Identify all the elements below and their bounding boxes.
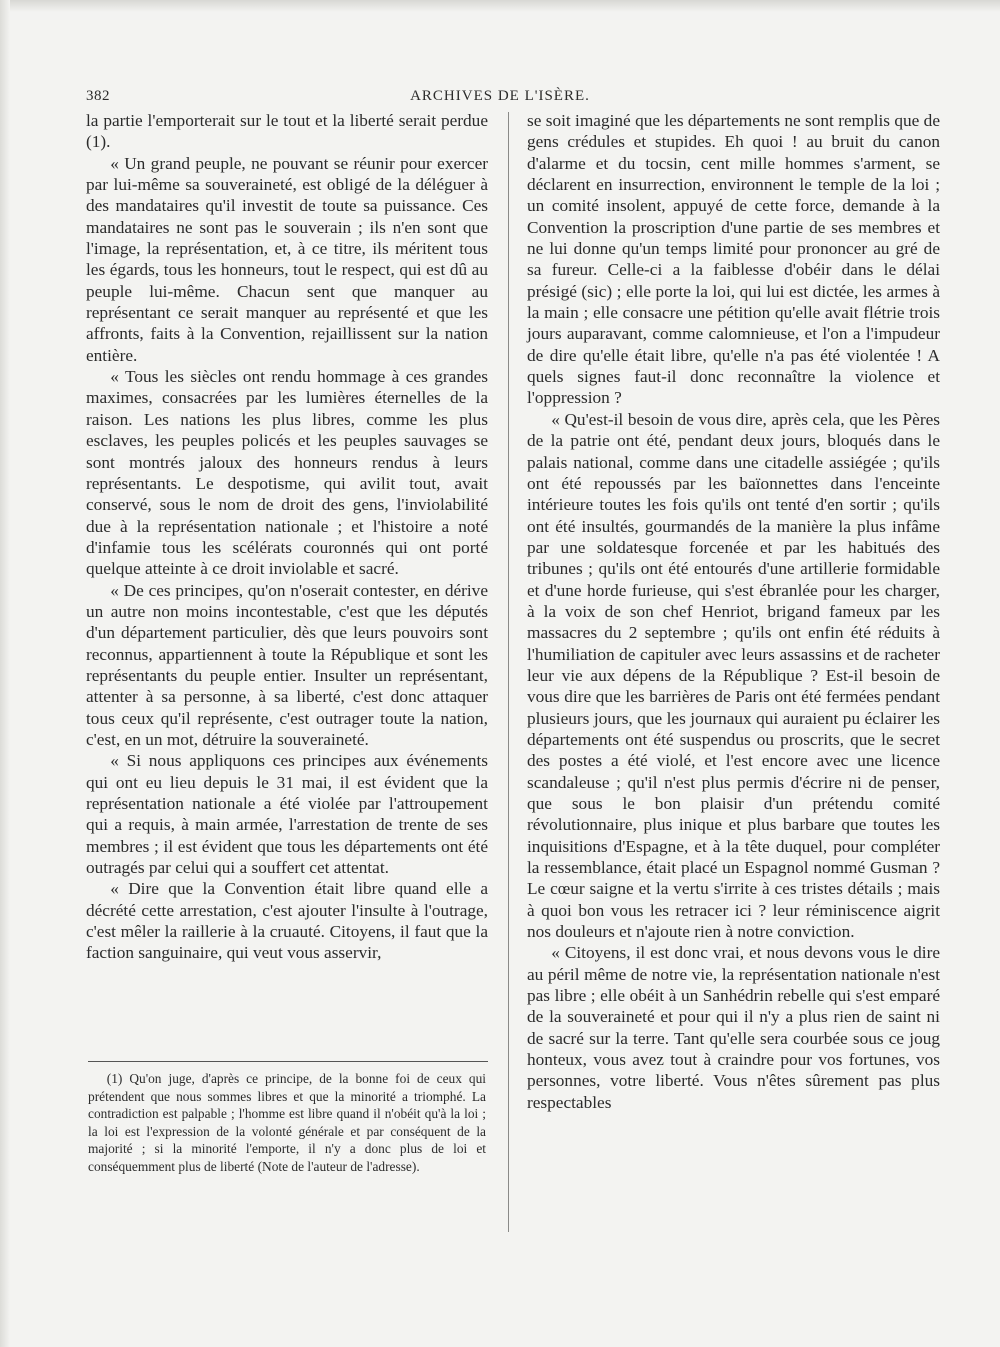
left-column [86, 110, 488, 964]
running-title: ARCHIVES DE L'ISÈRE. [410, 88, 590, 104]
right-column [527, 110, 940, 1113]
paragraph: « Tous les siècles ont rendu hommage à ces grandes maximes, consacrées par les lumières éternelles de la raison. Les nations les plus libres, comme les plus esclaves, les peuples policés et les peuples sauvages se sont montrés jaloux des honneurs rendus à leurs représentants. Le despotisme, qui avilit tout, avait conservé, sous le nom de droit des gens, l'inviolabilité due à la représentation nationale ; et l'histoire a noté d'infamie tous les scélérats couronnés qui ont porté quelque atteinte à ce droit inviolable et sacré. [86, 367, 488, 579]
paragraph: « De ces principes, qu'on n'oserait contester, en dérive un autre non moins incontestable, c'est que les députés d'un département particulier, dès que leurs pouvoirs sont reconnus, appartiennent à toute la République et sont les représentants du peuple entier. Insulter un représentant, attenter à sa personne, à sa liberté, c'est donc attaquer tous ceux qu'il représente, c'est outrager toute la nation, c'est, en un mot, détruire la souveraineté. [86, 580, 488, 749]
footnote [88, 1070, 486, 1175]
paragraph: se soit imaginé que les départements ne sont remplis que de gens crédules et stupides. Eh quoi ! au bruit du canon d'alarme et du tocsin, cent mille hommes s'arment, se déclarent en insurrection, environnent le temple de la loi ; un comité insolent, appuyé de cette force, demande à la Convention la proscription d'une partie de ses membres et ne lui donne qu'un temps limité pour prononcer au gré de sa fureur. Celle-ci a la faiblesse d'obéir dans le délai présigé (sic) ; elle porte la loi, qui lui est dictée, les armes à la main ; elle consacre une pétition qu'elle avait flétrie trois jours auparavant, comme calomnieuse, et l'on a l'impudeur de dire qu'elle était libre, qu'elle n'a pas été violentée ! A quels signes faut-il donc reconnaître la violence et l'oppression ? [527, 111, 940, 408]
page-number: 382 [86, 88, 110, 104]
paragraph: « Si nous appliquons ces principes aux événements qui ont eu lieu depuis le 31 mai, il est évident que la représentation nationale a été violée par l'attroupement qui a requis, à main armée, l'arrestation de trente de ses membres ; il est évident que tous les départements ont été outragés par celui qui a souffert cet attentat. [86, 751, 488, 878]
scan-edge-top [0, 0, 1000, 12]
footnote-rule [88, 1061, 488, 1062]
scan-edge-left [0, 0, 10, 1347]
paragraph: « Un grand peuple, ne pouvant se réunir pour exercer par lui-même sa souveraineté, est obligé de la déléguer à des mandataires qu'il investit de toute sa puissance. Ces mandataires ne sont pas le souverain ; ils n'en sont que l'image, la représentation, et, à ce titre, ils méritent tous les égards, tous les honneurs, tout le respect, qui est dû au peuple lui-même. Chacun sent que manquer au représentant ce serait manquer au représenté et que les affronts, faits à la Convention, rejaillissent sur la nation entière. [86, 153, 488, 365]
column-divider [508, 112, 509, 1232]
paragraph: la partie l'emporterait sur le tout et la liberté serait perdue (1). [86, 111, 488, 152]
footnote-text: (1) Qu'on juge, d'après ce principe, de la bonne foi de ceux qui prétendent que nous sommes libres et que la minorité a triomphé. La contradiction est palpable ; l'homme est libre quand il n'obéit qu'à la loi ; la loi est l'expression de la volonté générale et par conséquent de la majorité ; si la minorité l'emporte, il n'y a donc plus de loi et conséquemment plus de liberté (Note de l'auteur de l'adresse). [88, 1071, 486, 1174]
paragraph: « Qu'est-il besoin de vous dire, après cela, que les Pères de la patrie ont été, pendant deux jours, bloqués dans le palais national, comme dans une citadelle assiégée ; qu'ils ont été repoussés par les baïonnettes dans l'enceinte intérieure toutes les fois qu'ils ont tenté d'en sortir ; qu'ils ont été insultés, gourmandés de la manière la plus infâme par une soldatesque forcenée et par les habitués des tribunes ; qu'ils ont été entourés d'une artillerie formidable et d'une horde furieuse, qui s'est ébranlée pour les charger, à la voix de son chef Henriot, brigand fameux par les massacres du 2 septembre ; qu'ils ont enfin été réduits à l'humiliation de capituler avec leurs assassins et de racheter leur vie aux dépens de la République ? Est-il besoin de vous dire que les barrières de Paris ont été fermées pendant plusieurs jours, que les journaux qui auraient pu éclairer les départements ont été suspendus ou proscrits, que le secret des postes a été violé, et l'est encore avec une licence scandaleuse ; qu'il n'est plus permis d'écrire ni de penser, que sous le bon plaisir d'un prétendu comité révolutionnaire, plus inique et plus barbare que toutes les inquisitions d'Espagne, et à la tête duquel, pour compléter la ressemblance, était placé un Espagnol nommé Gusman ? Le cœur saigne et la vertu s'irrite à ces tristes détails ; mais à quoi bon vous les retracer ici ? leur réminiscence aigrit nos douleurs et n'ajoute rien à notre conviction. [527, 409, 940, 942]
paragraph: « Dire que la Convention était libre quand elle a décrété cette arrestation, c'est ajouter l'insulte à l'outrage, c'est mêler la raillerie à la cruauté. Citoyens, il faut que la faction sanguinaire, qui veut vous asservir, [86, 879, 488, 963]
paragraph: « Citoyens, il est donc vrai, et nous devons vous le dire au péril même de notre vie, la représentation nationale n'est pas libre ; elle obéit à un Sanhédrin rebelle qui s'est emparé de la souveraineté et pour qui il n'y a plus rien de saint ni de sacré sur la terre. Tant qu'elle sera courbée sous ce joug honteux, vous avez tout à craindre pour vos fortunes, vos personnes, votre liberté. Vous n'êtes sûrement pas plus respectables [527, 943, 940, 1112]
